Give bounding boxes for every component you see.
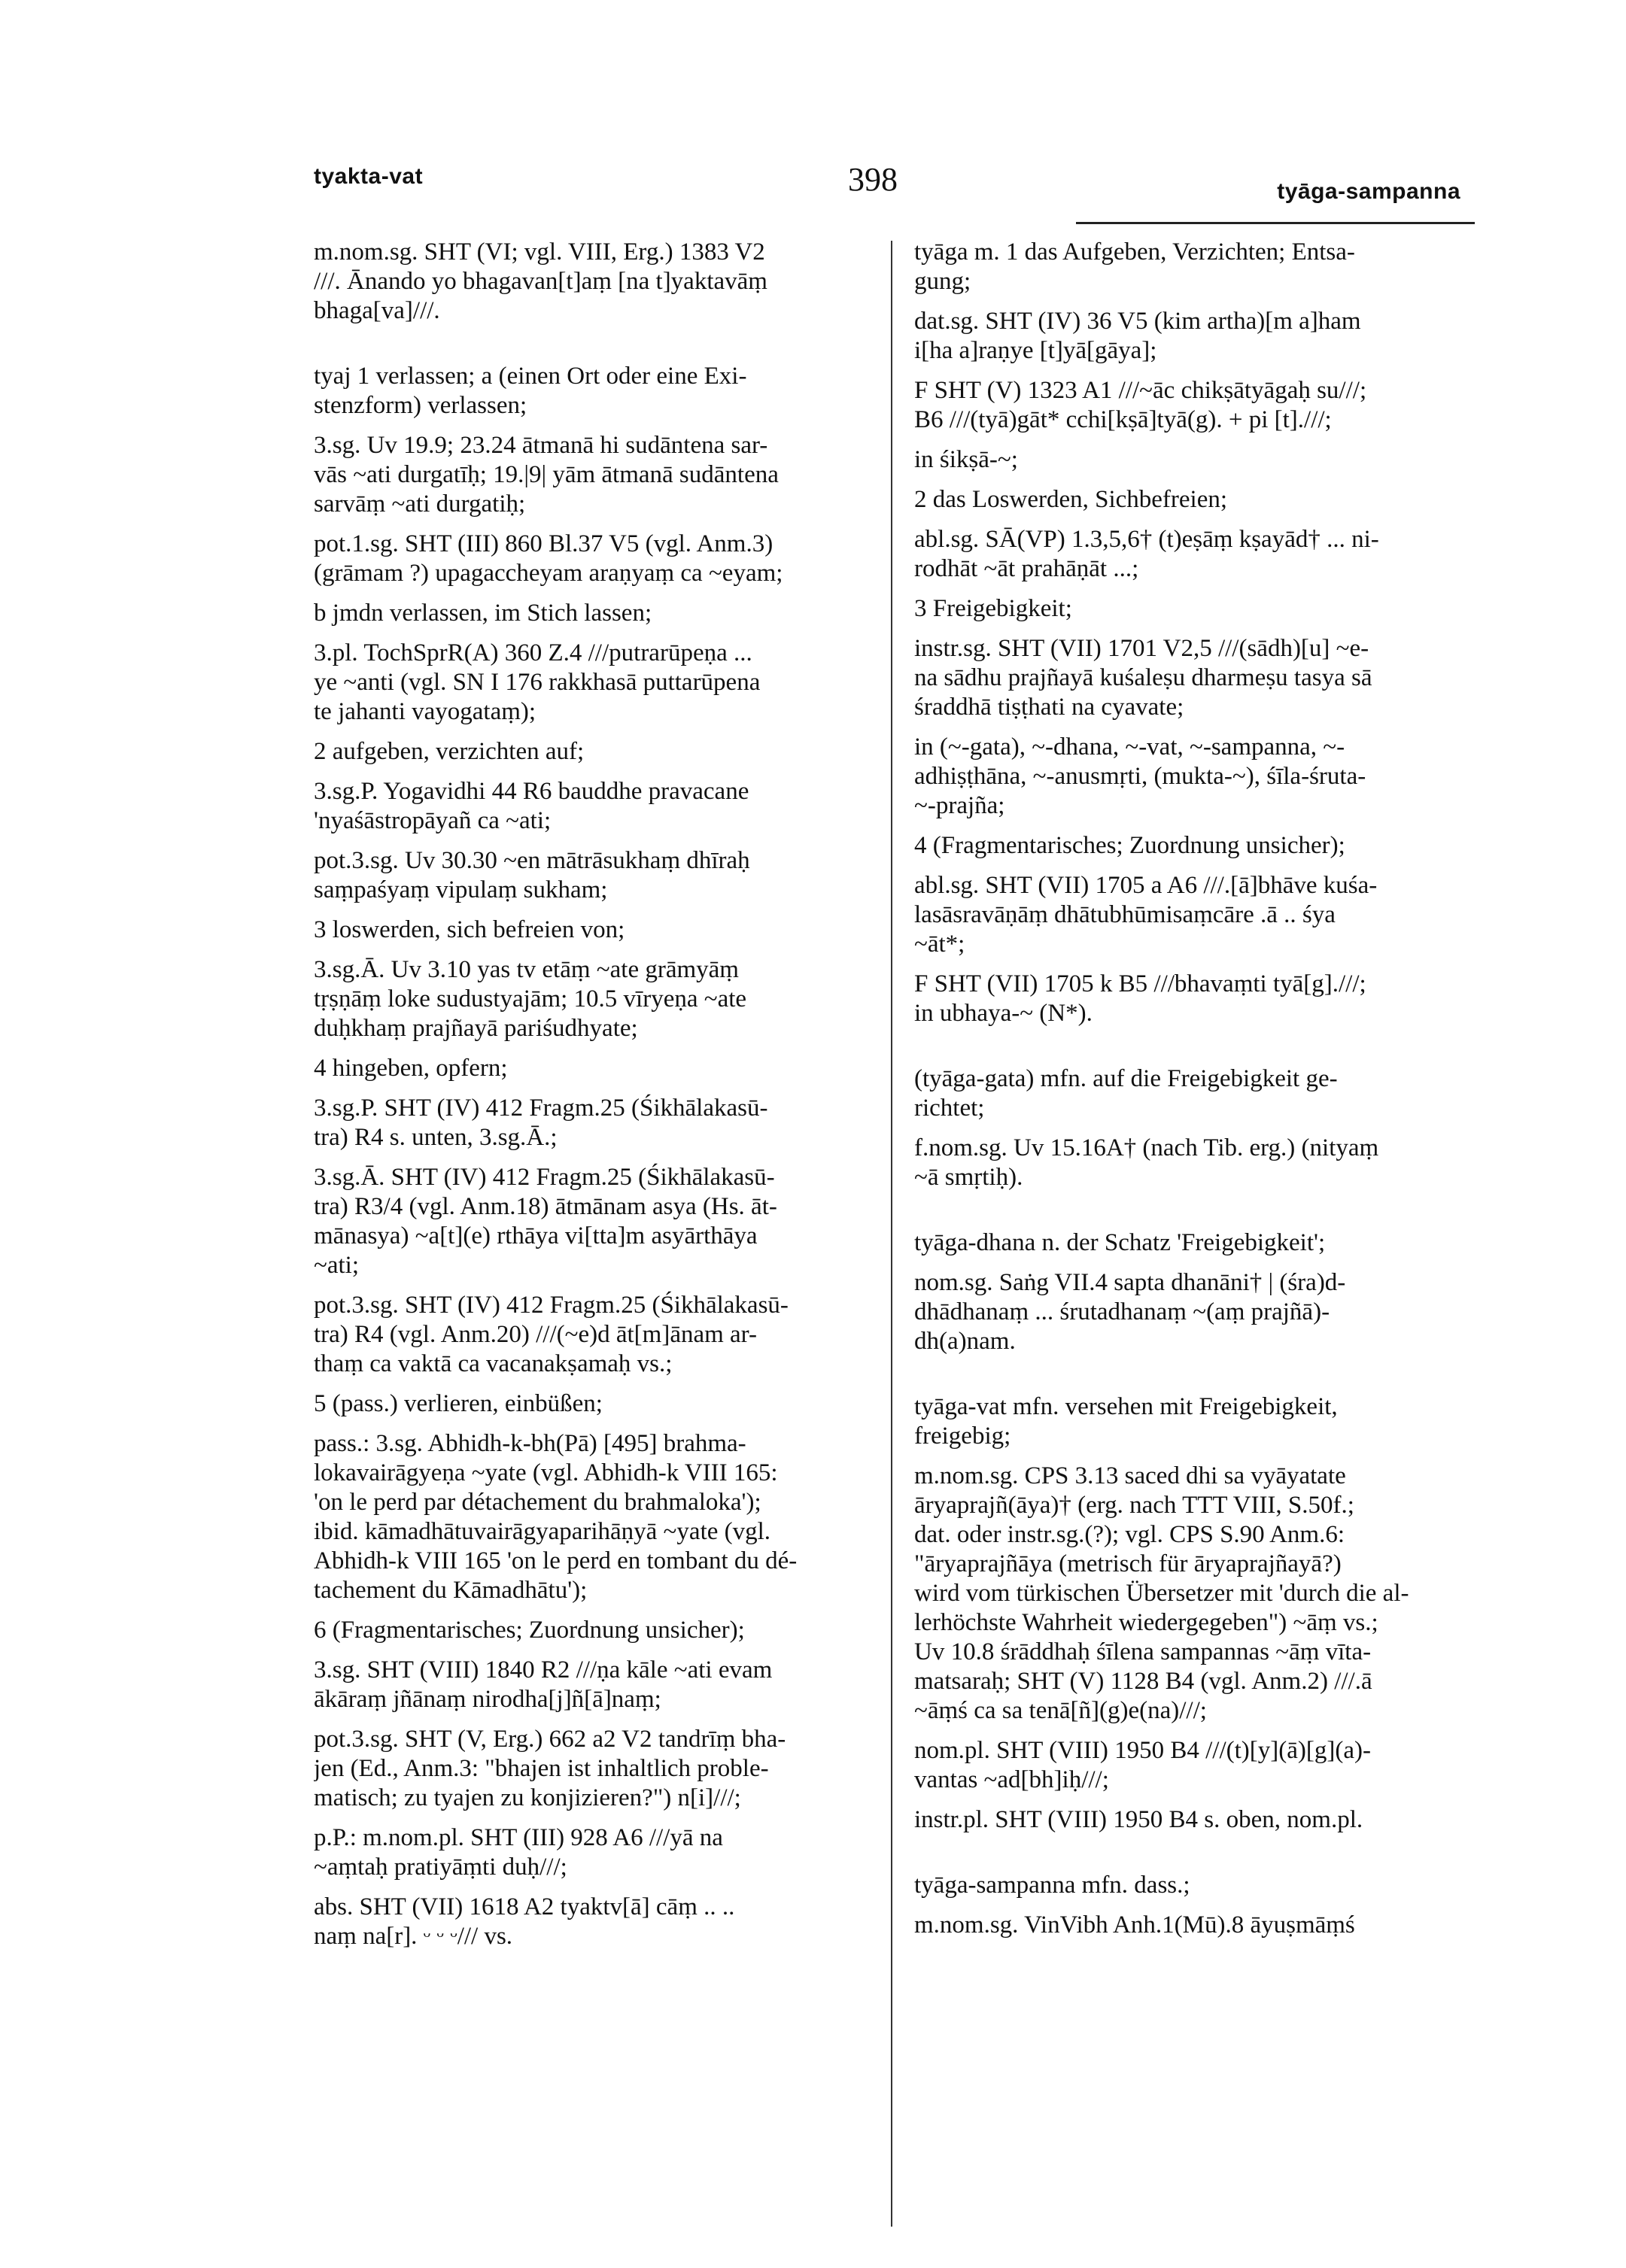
entry-line: ~-prajña; bbox=[914, 792, 1005, 819]
entry-line: duḥkhaṃ prajñayā pariśudhyate; bbox=[314, 1015, 638, 1042]
entry-line: tra) R4 (vgl. Anm.20) ///(~e)d āt[m]ānam ar- bbox=[314, 1321, 758, 1348]
entry-line: matisch; zu tyajen zu konjizieren?") n[i]///; bbox=[314, 1784, 741, 1811]
entry-line: śraddhā tiṣṭhati na cyavate; bbox=[914, 694, 1184, 721]
entry-line: lokavairāgyeṇa ~yate (vgl. Abhidh-k VIII 165: bbox=[314, 1459, 778, 1486]
entry-line: dat. oder instr.sg.(?); vgl. CPS S.90 Anm.6: bbox=[914, 1521, 1345, 1548]
entry-line: 3 loswerden, sich befreien von; bbox=[314, 916, 625, 943]
running-head-right: tyāga-sampanna bbox=[1277, 179, 1460, 204]
entry-line: B6 ///(tyā)gāt* cchi[kṣā]tyā(g). + pi [t].///; bbox=[914, 406, 1332, 433]
entry-line: jen (Ed., Anm.3: "bhajen ist inhaltlich proble- bbox=[314, 1755, 769, 1782]
entry-line: in ubhaya-~ (N*). bbox=[914, 1000, 1093, 1027]
entry-line: lasāsravāṇāṃ dhātubhūmisaṃcāre .ā .. śya bbox=[914, 901, 1336, 928]
entry-line: (grāmam ?) upagaccheyam araṇyaṃ ca ~eyam; bbox=[314, 560, 783, 587]
entry-line: bhaga[va]///. bbox=[314, 297, 440, 324]
entry-line: lerhöchste Wahrheit wiedergegeben") ~āṃ vs.; bbox=[914, 1609, 1378, 1636]
entry-line: ~ā smṛtiḥ). bbox=[914, 1164, 1023, 1191]
entry-line: ~āt*; bbox=[914, 931, 965, 958]
entry-line: vantas ~ad[bh]iḥ///; bbox=[914, 1766, 1109, 1793]
entry-line: 4 hingeben, opfern; bbox=[314, 1055, 508, 1082]
entry-line: ~āṃś ca sa tenā[ñ](g)e(na)///; bbox=[914, 1697, 1207, 1724]
running-head-left: tyakta-vat bbox=[314, 164, 424, 189]
entry-line: te jahanti vayogataṃ); bbox=[314, 698, 536, 725]
entry-line: instr.pl. SHT (VIII) 1950 B4 s. oben, nom.pl. bbox=[914, 1806, 1363, 1833]
entry-line: tyāga-vat mfn. versehen mit Freigebigkeit, bbox=[914, 1393, 1338, 1420]
entry-line: m.nom.sg. VinVibh Anh.1(Mū).8 āyuṣmāṃś bbox=[914, 1911, 1355, 1939]
entry-line: 3.sg. Uv 19.9; 23.24 ātmanā hi sudāntena sar- bbox=[314, 432, 768, 459]
entry-line: ākāraṃ jñānaṃ nirodha[j]ñ[ā]naṃ; bbox=[314, 1686, 661, 1713]
left-column bbox=[314, 238, 871, 1951]
entry-line: 'on le perd par détachement du brahmaloka'); bbox=[314, 1489, 761, 1516]
entry-line: Uv 10.8 śrāddhaḥ śīlena sampannas ~āṃ vīta- bbox=[914, 1638, 1372, 1665]
entry-line: wird vom türkischen Übersetzer mit 'durch die al- bbox=[914, 1580, 1409, 1607]
entry-line: gung; bbox=[914, 268, 971, 295]
entry-line: in śikṣā-~; bbox=[914, 446, 1018, 473]
entry-line: tyaj 1 verlassen; a (einen Ort oder eine Exi- bbox=[314, 363, 747, 390]
entry-line: matsaraḥ; SHT (V) 1128 B4 (vgl. Anm.2) ///.ā bbox=[914, 1668, 1372, 1695]
entry-line: 2 das Loswerden, Sichbefreien; bbox=[914, 486, 1228, 513]
entry-line: m.nom.sg. CPS 3.13 saced dhi sa vyāyatate bbox=[914, 1462, 1346, 1489]
entry-line: 2 aufgeben, verzichten auf; bbox=[314, 738, 585, 765]
entry-line: 3.sg.P. Yogavidhi 44 R6 bauddhe pravacane bbox=[314, 778, 749, 805]
entry-line: 3 Freigebigkeit; bbox=[914, 595, 1072, 622]
entry-line: 3.sg.Ā. SHT (IV) 412 Fragm.25 (Śikhālakasū- bbox=[314, 1164, 775, 1191]
entry-line: instr.sg. SHT (VII) 1701 V2,5 ///(sādh)[u] ~e- bbox=[914, 635, 1369, 662]
entry-line: āryaprajñ(āya)† (erg. nach TTT VIII, S.50f.; bbox=[914, 1492, 1354, 1519]
entry-line: pot.3.sg. SHT (V, Erg.) 662 a2 V2 tandrīṃ bha- bbox=[314, 1726, 786, 1753]
entry-line: pot.3.sg. Uv 30.30 ~en mātrāsukhaṃ dhīraḥ bbox=[314, 847, 750, 874]
entry-line: mānasya) ~a[t](e) rthāya vi[tta]m asyārthāya bbox=[314, 1222, 758, 1249]
entry-line: tra) R4 s. unten, 3.sg.Ā.; bbox=[314, 1124, 558, 1151]
entry-line: adhiṣṭhāna, ~-anusmṛti, (mukta-~), śīla-śruta- bbox=[914, 763, 1366, 790]
entry-line: abs. SHT (VII) 1618 A2 tyaktv[ā] cāṃ .. .. bbox=[314, 1893, 735, 1920]
entry-line: stenzform) verlassen; bbox=[314, 392, 527, 419]
entry-line: 3.pl. TochSprR(A) 360 Z.4 ///putrarūpeṇa ... bbox=[314, 639, 752, 666]
entry-line: thaṃ ca vaktā ca vacanakṣamaḥ vs.; bbox=[314, 1350, 673, 1377]
right-column bbox=[914, 238, 1467, 1940]
page-number: 398 bbox=[848, 161, 898, 198]
entry-line: ///. Ānando yo bhagavan[t]aṃ [na t]yaktavāṃ bbox=[314, 268, 767, 295]
entry-line: saṃpaśyaṃ vipulaṃ sukham; bbox=[314, 876, 608, 903]
entry-line: 3.sg.P. SHT (IV) 412 Fragm.25 (Śikhālakasū- bbox=[314, 1095, 768, 1122]
entry-line: b jmdn verlassen, im Stich lassen; bbox=[314, 600, 652, 627]
entry-line: freigebig; bbox=[914, 1422, 1011, 1450]
entry-line: na sādhu prajñayā kuśaleṣu dharmeṣu tasya sā bbox=[914, 664, 1372, 691]
entry-line: F SHT (VII) 1705 k B5 ///bhavaṃti tyā[g].///; bbox=[914, 970, 1366, 997]
entry-line: ~ati; bbox=[314, 1252, 360, 1279]
entry-line: abl.sg. SHT (VII) 1705 a A6 ///.[ā]bhāve kuśa- bbox=[914, 872, 1378, 899]
entry-line: tra) R3/4 (vgl. Anm.18) ātmānam asya (Hs. āt- bbox=[314, 1193, 777, 1220]
entry-line: tyāga-sampanna mfn. dass.; bbox=[914, 1872, 1190, 1899]
entry-line: 3.sg.Ā. Uv 3.10 yas tv etāṃ ~ate grāmyāṃ bbox=[314, 956, 739, 983]
entry-line: Abhidh-k VIII 165 'on le perd en tombant du dé- bbox=[314, 1547, 798, 1574]
entry-line: f.nom.sg. Uv 15.16A† (nach Tib. erg.) (nityaṃ bbox=[914, 1134, 1379, 1161]
entry-line: nom.pl. SHT (VIII) 1950 B4 ///(t)[y](ā)[g](a)- bbox=[914, 1737, 1371, 1764]
entry-line: 'nyaśāstropāyañ ca ~ati; bbox=[314, 807, 552, 834]
entry-line: tachement du Kāmadhātu'); bbox=[314, 1577, 588, 1604]
entry-line: in (~-gata), ~-dhana, ~-vat, ~-sampanna, ~- bbox=[914, 733, 1345, 761]
entry-line: vās ~ati durgatīḥ; 19.|9| yām ātmanā sudāntena bbox=[314, 461, 779, 488]
entry-line: richtet; bbox=[914, 1095, 985, 1122]
entry-line: pot.1.sg. SHT (III) 860 Bl.37 V5 (vgl. Anm.3) bbox=[314, 530, 773, 557]
entry-line: rodhāt ~āt prahāṇāt ...; bbox=[914, 555, 1139, 582]
entry-line: dat.sg. SHT (IV) 36 V5 (kim artha)[m a]ham bbox=[914, 308, 1361, 335]
entry-line: ibid. kāmadhātuvairāgyaparihāṇyā ~yate (vgl. bbox=[314, 1518, 771, 1545]
entry-line: tyāga m. 1 das Aufgeben, Verzichten; Entsa- bbox=[914, 238, 1355, 266]
entry-line: 5 (pass.) verlieren, einbüßen; bbox=[314, 1390, 603, 1417]
header-rule bbox=[1076, 222, 1475, 224]
entry-line: abl.sg. SĀ(VP) 1.3,5,6† (t)eṣāṃ kṣayād† ... ni- bbox=[914, 526, 1379, 553]
entry-line: dhādhanaṃ ... śrutadhanaṃ ~(aṃ prajñā)- bbox=[914, 1298, 1330, 1325]
column-divider bbox=[891, 241, 892, 2227]
entry-line: pot.3.sg. SHT (IV) 412 Fragm.25 (Śikhālakasū- bbox=[314, 1292, 789, 1319]
entry-line: (tyāga-gata) mfn. auf die Freigebigkeit ge- bbox=[914, 1065, 1338, 1092]
entry-line: pass.: 3.sg. Abhidh-k-bh(Pā) [495] brahma- bbox=[314, 1430, 746, 1457]
entry-line: ye ~anti (vgl. SN I 176 rakkhasā puttarūpena bbox=[314, 669, 761, 696]
entry-line: dh(a)nam. bbox=[914, 1328, 1016, 1355]
entry-line: i[ha a]raṇye [t]yā[gāya]; bbox=[914, 337, 1157, 364]
entry-line: 3.sg. SHT (VIII) 1840 R2 ///ṇa kāle ~ati evam bbox=[314, 1656, 773, 1684]
entry-line: m.nom.sg. SHT (VI; vgl. VIII, Erg.) 1383 V2 bbox=[314, 238, 765, 266]
entry-line: "āryaprajñāya (metrisch für āryaprajñayā?) bbox=[914, 1550, 1342, 1577]
entry-line: p.P.: m.nom.pl. SHT (III) 928 A6 ///yā na bbox=[314, 1824, 723, 1851]
entry-line: 4 (Fragmentarisches; Zuordnung unsicher); bbox=[914, 832, 1345, 859]
entry-line: ~aṃtaḥ pratiyāṃti duḥ///; bbox=[314, 1854, 567, 1881]
entry-line: F SHT (V) 1323 A1 ///~āc chikṣātyāgaḥ su///; bbox=[914, 377, 1367, 404]
entry-line: sarvāṃ ~ati durgatiḥ; bbox=[314, 490, 526, 518]
entry-line: nom.sg. Saṅg VII.4 sapta dhanāni† | (śra)d- bbox=[914, 1269, 1346, 1296]
entry-line: tyāga-dhana n. der Schatz 'Freigebigkeit'; bbox=[914, 1229, 1326, 1256]
entry-line: tṛṣṇāṃ loke sudustyajām; 10.5 vīryeṇa ~ate bbox=[314, 985, 747, 1013]
entry-line: naṃ na[r]. ᵕ ᵕ ᵕ/// vs. bbox=[314, 1923, 513, 1950]
entry-line: 6 (Fragmentarisches; Zuordnung unsicher); bbox=[314, 1617, 745, 1644]
